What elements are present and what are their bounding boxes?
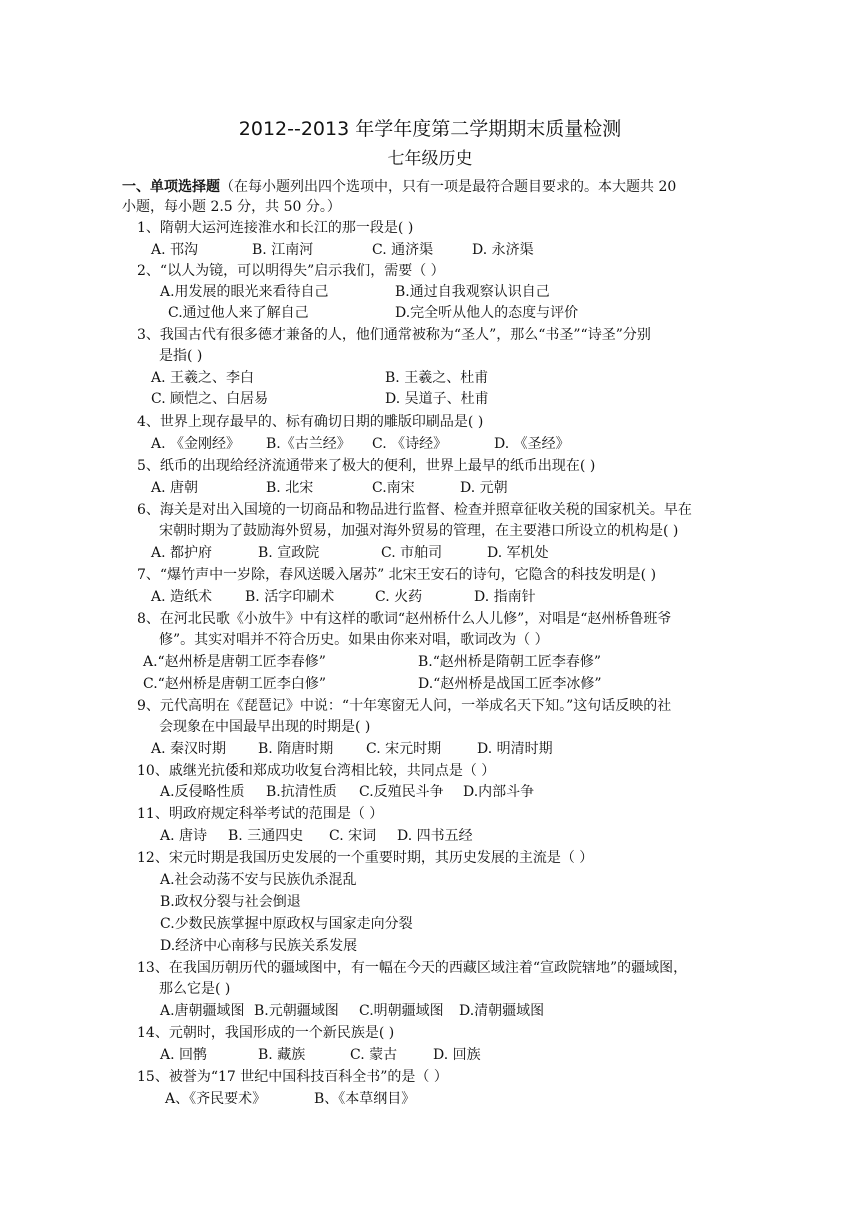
question-stem: 13、在我国历朝历代的疆域图中，有一幅在今天的西藏区域注着“宣政院辖地”的疆域图， [137, 960, 688, 976]
option-d: D. 元朝 [460, 480, 508, 496]
option-c: C. 《诗经》 [372, 436, 448, 452]
option-d: D.经济中心南移与民族关系发展 [160, 938, 358, 954]
option-d: D.“赵州桥是战国工匠李冰修” [418, 676, 602, 692]
option-c: C. 顾恺之、白居易 [151, 391, 269, 407]
option-b: B.《古兰经》 [266, 436, 351, 452]
option-a: A. 王羲之、李白 [151, 370, 255, 386]
question-stem: 3、我国古代有很多德才兼备的人，他们通常被称为“圣人”，那么“书圣”“诗圣”分别 [137, 327, 651, 343]
question-stem: 4、世界上现存最早的、标有确切日期的雕版印刷品是( ) [137, 414, 484, 430]
exam-subtitle: 七年级历史 [387, 149, 473, 169]
option-a: A. 秦汉时期 [151, 741, 227, 757]
section-instruction-2: 小题，每小题 2.5 分，共 50 分。） [122, 199, 341, 215]
question-stem: 11、明政府规定科举考试的范围是（ ） [137, 806, 384, 822]
option-a: A. 都护府 [151, 545, 213, 561]
question-stem: 1、隋朝大运河连接淮水和长江的那一段是( ) [137, 220, 414, 236]
option-a: A. 造纸术 [151, 589, 213, 605]
question-stem-cont: 是指( ) [159, 348, 203, 364]
section-heading-line [122, 178, 676, 196]
option-d: D.清朝疆域图 [459, 1003, 545, 1019]
option-c: C. 蒙古 [350, 1047, 398, 1063]
option-d: D. 四书五经 [397, 828, 473, 844]
question-stem: 15、被誉为“17 世纪中国科技百科全书”的是（ ） [137, 1069, 448, 1085]
question-stem-cont: 会现象在中国最早出现的时期是( ) [159, 719, 371, 735]
option-b: B. 宣政院 [258, 545, 320, 561]
option-b: B.元朝疆域图 [254, 1003, 339, 1019]
question-stem: 14、元朝时，我国形成的一个新民族是( ) [137, 1025, 395, 1041]
question-stem: 7、“爆竹声中一岁除，春风送暖入屠苏” 北宋王安石的诗句，它隐含的科技发明是( ) [137, 567, 657, 583]
option-d: D. 军机处 [487, 545, 549, 561]
option-b: B. 藏族 [258, 1047, 306, 1063]
option-b: B. 活字印刷术 [245, 589, 335, 605]
option-c: C.少数民族掌握中原政权与国家走向分裂 [160, 916, 413, 932]
option-a: A.唐朝疆域图 [160, 1003, 245, 1019]
option-d: D.完全听从他人的态度与评价 [395, 305, 579, 321]
option-c: C.南宋 [372, 480, 415, 496]
question-stem: 12、宋元时期是我国历史发展的一个重要时期，其历史发展的主流是（ ） [137, 850, 594, 866]
question-stem: 2、“以人为镜，可以明得失”启示我们，需要（ ） [137, 263, 445, 279]
option-c: C.通过他人来了解自己 [168, 305, 309, 321]
option-c: C. 宋元时期 [366, 741, 442, 757]
question-stem: 9、元代高明在《琵琶记》中说：“十年寒窗无人问，一举成名天下知。”这句话反映的社 [137, 698, 672, 714]
section-heading: 一、单项选择题 [122, 179, 220, 195]
option-a: A.反侵略性质 [160, 784, 245, 800]
question-stem-cont: 修”。其实对唱并不符合历史。如果由你来对唱，歌词改为（ ） [159, 632, 549, 648]
option-b: B.抗清性质 [266, 784, 337, 800]
option-b: B.通过自我观察认识自己 [395, 284, 550, 300]
option-d: D. 明清时期 [477, 741, 553, 757]
option-d: D. 回族 [433, 1047, 481, 1063]
option-c: C. 通济渠 [372, 242, 434, 258]
option-c: C.反殖民斗争 [359, 784, 444, 800]
option-b: B. 北宋 [266, 480, 314, 496]
option-b: B. 三通四史 [228, 828, 304, 844]
exam-title: 2012--2013 年学年度第二学期期末质量检测 [238, 118, 622, 140]
option-a: A. 唐诗 [160, 828, 208, 844]
option-a: A.“赵州桥是唐朝工匠李春修” [143, 654, 326, 670]
question-stem: 5、纸币的出现给经济流通带来了极大的便利，世界上最早的纸币出现在( ) [137, 458, 596, 474]
option-c: C.明朝疆域图 [359, 1003, 444, 1019]
option-a: A. 《金刚经》 [151, 436, 241, 452]
option-c: C.“赵州桥是唐朝工匠李白修” [143, 676, 326, 692]
option-c: C. 火药 [375, 589, 423, 605]
option-c: C. 宋词 [329, 828, 377, 844]
question-stem: 10、戚继光抗倭和郑成功收复台湾相比较，共同点是（ ） [137, 763, 496, 779]
option-a: A.用发展的眼光来看待自己 [160, 284, 329, 300]
option-d: D.内部斗争 [463, 784, 535, 800]
option-d: D. 吴道子、杜甫 [385, 391, 489, 407]
option-d: D. 永济渠 [472, 242, 534, 258]
option-a: A. 唐朝 [151, 480, 199, 496]
question-stem-cont: 那么它是( ) [159, 981, 231, 997]
option-b: B. 江南河 [252, 242, 314, 258]
question-stem: 6、海关是对出入国境的一切商品和物品进行监督、检查并照章征收关税的国家机关。早在 [137, 502, 692, 518]
question-stem-cont: 宋朝时期为了鼓励海外贸易，加强对海外贸易的管理，在主要港口所设立的机构是( ) [159, 523, 679, 539]
option-d: D. 《圣经》 [494, 436, 570, 452]
option-d: D. 指南针 [474, 589, 536, 605]
option-a: A. 回鹘 [160, 1047, 208, 1063]
option-a: A、《齐民要术》 [165, 1091, 267, 1107]
section-instruction: （在每小题列出四个选项中，只有一项是最符合题目要求的。本大题共 20 [220, 179, 677, 195]
option-b: B. 隋唐时期 [258, 741, 334, 757]
option-b: B.“赵州桥是隋朝工匠李春修” [418, 654, 602, 670]
option-b: B. 王羲之、杜甫 [385, 370, 489, 386]
question-stem: 8、在河北民歌《小放牛》中有这样的歌词“赵州桥什么人儿修”，对唱是“赵州桥鲁班爷 [137, 611, 672, 627]
option-a: A.社会动荡不安与民族仇杀混乱 [160, 872, 357, 888]
option-a: A. 邗沟 [151, 242, 199, 258]
option-b: B、《本草纲目》 [314, 1091, 416, 1107]
option-c: C. 市舶司 [381, 545, 443, 561]
option-b: B.政权分裂与社会倒退 [160, 894, 301, 910]
